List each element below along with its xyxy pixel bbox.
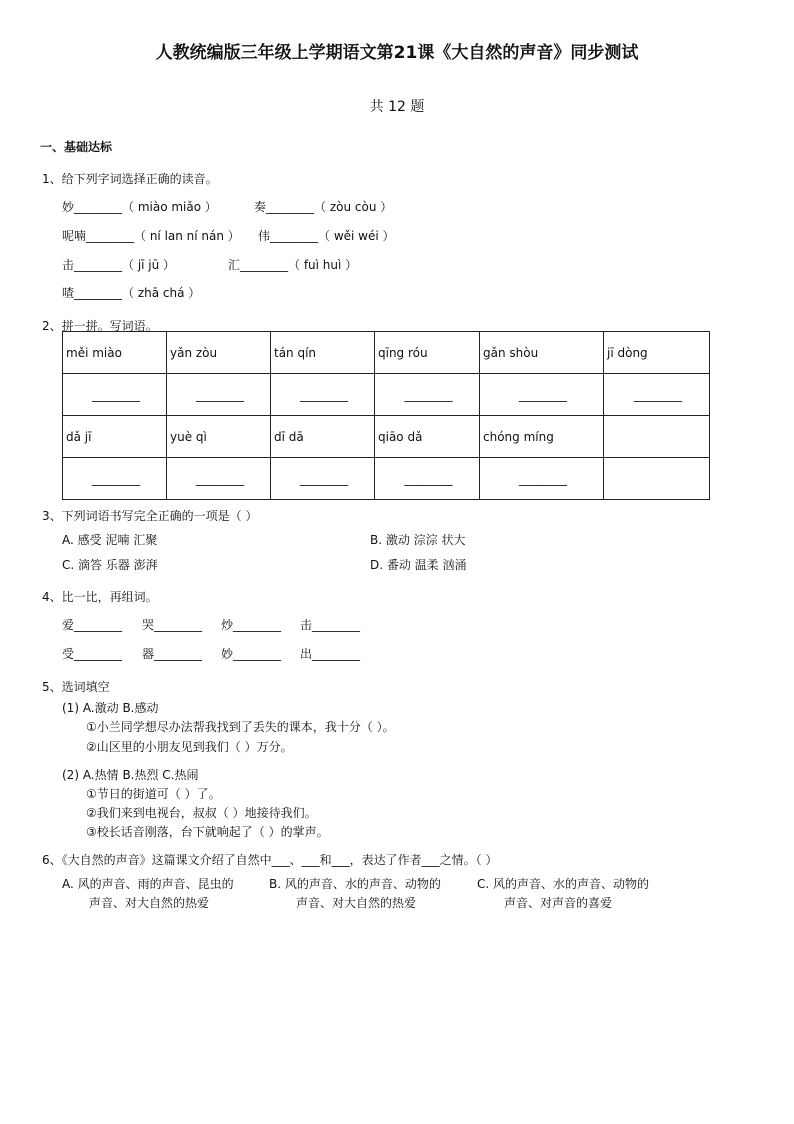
q5-sentence: ②山区里的小朋友见到我们（ ）万分。 [86,740,293,754]
pinyin-cell: qiāo dǎ [375,416,480,458]
q6-option-c-cont: 声音、对声音的喜爱 [504,896,613,910]
q5-sentence: ①节日的街道可（ ）了。 [86,787,221,801]
q1-item: 呢喃________（ ní lan ní nán ） [62,229,240,243]
answer-blank[interactable]: ________ [480,374,604,416]
pinyin-cell: qīng róu [375,332,480,374]
q4-item: 器________ [142,647,203,661]
answer-blank[interactable]: ________ [375,458,480,500]
pinyin-row [63,416,710,458]
answer-blank[interactable]: ________ [63,458,167,500]
pinyin-cell: gǎn shòu [480,332,604,374]
q1-item: 奏________（ zòu còu ） [254,200,393,214]
section-heading: 一、基础达标 [40,140,113,154]
answer-blank[interactable]: ________ [271,458,375,500]
q4-item: 击________ [300,618,361,632]
pinyin-cell: yuè qì [167,416,271,458]
q5-sentence: ③校长话音刚落，台下就响起了（ ）的掌声。 [86,825,329,839]
answer-blank[interactable]: ________ [480,458,604,500]
answer-row [63,458,710,500]
question-count: 共 12 题 [369,99,425,115]
q1-item: 击________（ jī jū ） [62,258,176,272]
q3-option-a[interactable]: A. 感受 泥喃 汇聚 [62,533,158,547]
q4-item: 炒________ [221,618,282,632]
pinyin-cell: jī dòng [604,332,710,374]
q4-item: 受________ [62,647,123,661]
answer-blank[interactable]: ________ [63,374,167,416]
q1-stem: 1、给下列字词选择正确的读音。 [42,172,218,186]
pinyin-cell: dī dā [271,416,375,458]
answer-blank[interactable]: ________ [604,374,710,416]
q6-option-a[interactable]: A. 风的声音、雨的声音、昆虫的 [62,877,234,891]
q1-item: 汇________（ fuì huì ） [228,258,358,272]
answer-blank[interactable]: ________ [271,374,375,416]
q3-option-b[interactable]: B. 激动 淙淙 状大 [370,533,466,547]
q2-stem: 2、拼一拼。写词语。 [42,319,158,333]
pinyin-cell: yǎn zòu [167,332,271,374]
q5-part1-options: (1) A.激动 B.感动 [62,701,159,715]
empty-cell [604,458,710,500]
q4-item: 妙________ [221,647,282,661]
q3-stem: 3、下列词语书写完全正确的一项是（ ） [42,509,258,523]
q5-sentence: ①小兰同学想尽办法帮我找到了丢失的课本，我十分（ ）。 [86,720,395,734]
q1-item: 伟________（ wěi wéi ） [258,229,395,243]
q4-item: 哭________ [142,618,203,632]
q6-option-b[interactable]: B. 风的声音、水的声音、动物的 [269,877,441,891]
q3-option-c[interactable]: C. 滴答 乐器 澎湃 [62,558,158,572]
q4-item: 爱________ [62,618,123,632]
pinyin-cell: tán qín [271,332,375,374]
answer-row [63,374,710,416]
q5-stem: 5、选词填空 [42,680,110,694]
q5-sentence: ②我们来到电视台，叔叔（ ）地接待我们。 [86,806,317,820]
answer-blank[interactable]: ________ [167,374,271,416]
pinyin-cell [604,416,710,458]
q1-item: 妙________（ miào miǎo ） [62,200,217,214]
q6-option-b-cont: 声音、对大自然的热爱 [296,896,417,910]
q6-stem: 6、《大自然的声音》这篇课文介绍了自然中___、___和___，表达了作者___之情。（ ） [42,853,498,867]
pinyin-table [62,331,710,500]
answer-blank[interactable]: ________ [375,374,480,416]
q4-item: 出________ [300,647,361,661]
pinyin-cell: chóng míng [480,416,604,458]
page-title: 人教统编版三年级上学期语文第21课《大自然的声音》同步测试 [155,43,639,63]
q3-option-d[interactable]: D. 番动 温柔 汹涌 [370,558,467,572]
pinyin-cell: měi miào [63,332,167,374]
q6-option-c[interactable]: C. 风的声音、水的声音、动物的 [477,877,650,891]
q6-option-a-cont: 声音、对大自然的热爱 [89,896,210,910]
q1-item: 喳________（ zhā chá ） [62,286,201,300]
q4-stem: 4、比一比，再组词。 [42,590,158,604]
pinyin-cell: dǎ jī [63,416,167,458]
q5-part2-options: (2) A.热情 B.热烈 C.热闹 [62,768,199,782]
pinyin-row [63,332,710,374]
answer-blank[interactable]: ________ [167,458,271,500]
